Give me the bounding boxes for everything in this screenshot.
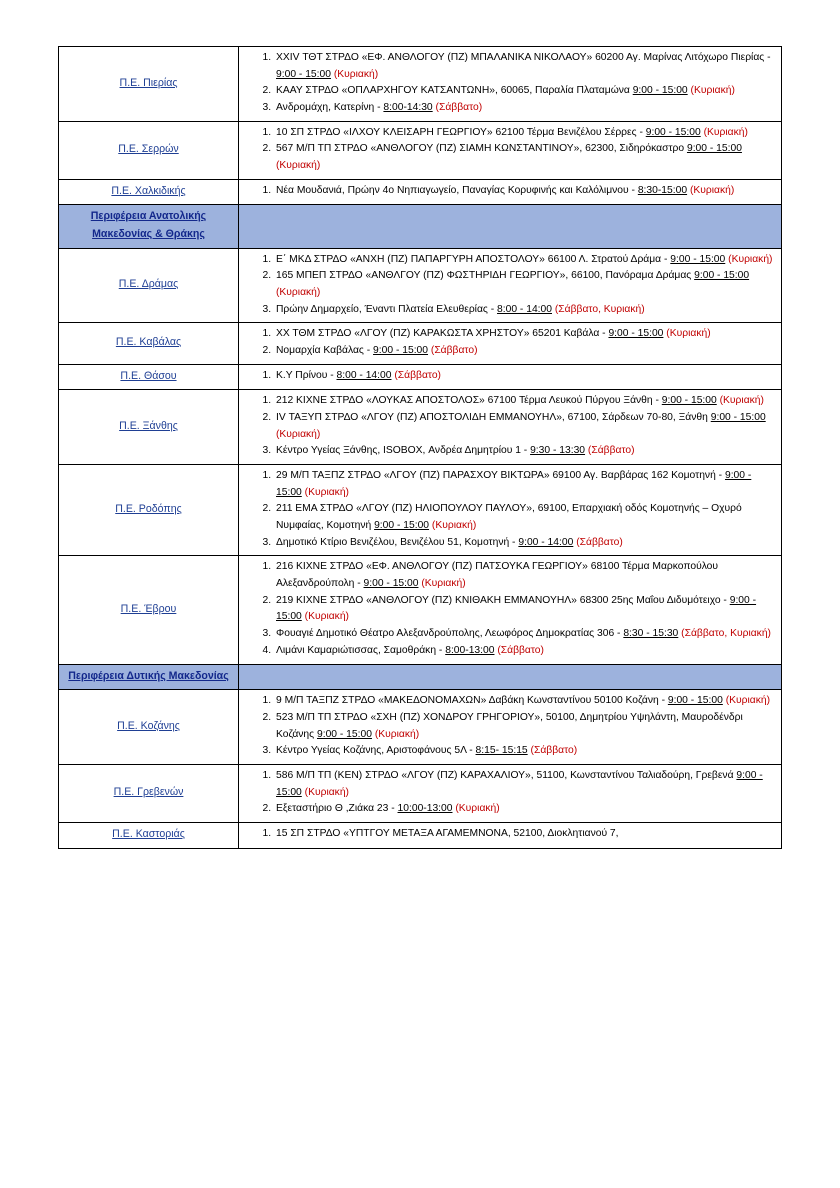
list-item	[274, 83, 776, 100]
time-text: 9:00 - 15:00	[694, 270, 750, 282]
list-item	[274, 768, 776, 801]
section-header-row	[59, 205, 782, 248]
center-text: 15 ΣΠ ΣΤΡΔΟ «ΥΠΤΓΟΥ ΜΕΤΑΞΑ ΑΓΑΜΕΜΝΟΝΑ, 52100, Διοκλητιανού 7,	[276, 828, 619, 840]
centers-cell	[239, 248, 782, 323]
time-text: 9:30 - 13:30	[530, 445, 586, 457]
region-link[interactable]: Π.Ε. Καβάλας	[115, 336, 182, 349]
list-item	[274, 468, 776, 501]
centers-cell	[239, 690, 782, 765]
list-item	[274, 343, 776, 360]
day-text: (Σάββατο, Κυριακή)	[681, 628, 771, 640]
day-text: (Σάββατο)	[587, 445, 635, 457]
list-item	[274, 626, 776, 643]
center-text: Κέντρο Υγείας Ξάνθης, ISOBOX, Ανδρέα Δημητρίου 1 -	[276, 445, 531, 457]
time-text: 9:00 - 15:00	[276, 769, 763, 798]
day-text: (Κυριακή)	[703, 126, 748, 138]
time-text: 9:00 - 15:00	[276, 594, 757, 623]
center-text: 586 Μ/Π ΤΠ (ΚΕΝ) ΣΤΡΔΟ «ΛΓΟΥ (ΠΖ) ΚΑΡΑΧΑΛΙΟΥ», 51100, Κωνσταντίνου Ταλιαδούρη, Γρεβενά	[276, 769, 737, 781]
day-text: (Σάββατο)	[497, 644, 544, 656]
region-link[interactable]: Π.Ε. Γρεβενών	[113, 786, 184, 799]
center-text: 10 ΣΠ ΣΤΡΔΟ «ΙΛΧΟΥ ΚΛΕΙΣΑΡΗ ΓΕΩΡΓΙΟΥ» 62100 Τέρμα Βενιζέλου Σέρρες -	[276, 126, 646, 138]
center-list	[244, 768, 776, 818]
center-text: Λιμάνι Καμαριώτισσας, Σαμοθράκη -	[276, 644, 446, 656]
centers-cell	[239, 364, 782, 390]
day-text: (Κυριακή)	[276, 160, 321, 172]
section-title: Περιφέρεια Δυτικής Μακεδονίας	[68, 669, 229, 682]
list-item	[274, 559, 776, 592]
region-link[interactable]: Π.Ε. Έβρου	[120, 602, 177, 615]
center-text: 9 Μ/Π ΤΑΞΠΖ ΣΤΡΔΟ «ΜΑΚΕΔΟΝΟΜΑΧΩΝ» Δαβάκη Κωνσταντίνου 50100 Κοζάνη -	[276, 695, 668, 707]
time-text: 9:00 - 15:00	[710, 412, 766, 424]
table-row	[59, 465, 782, 556]
list-item	[274, 302, 776, 319]
centers-cell	[239, 121, 782, 179]
center-text: Νέα Μουδανιά, Πρώην 4ο Νηπιαγωγείο, Παναγίας Κορυφινής και Καλόλιμνου -	[276, 185, 638, 197]
centers-cell	[239, 179, 782, 205]
day-text: (Σάββατο)	[530, 745, 578, 757]
day-text: (Κυριακή)	[304, 611, 349, 623]
region-link[interactable]: Π.Ε. Χαλκιδικής	[111, 184, 186, 197]
region-cell	[59, 556, 239, 664]
region-cell	[59, 390, 239, 465]
time-text: 9:00 - 15:00	[374, 520, 430, 532]
time-text: 9:00 - 15:00	[632, 85, 688, 97]
day-text: (Κυριακή)	[455, 803, 500, 815]
time-text: 10:00-13:00	[397, 803, 453, 815]
list-item	[274, 535, 776, 552]
region-cell	[59, 764, 239, 822]
center-text: Ε΄ ΜΚΔ ΣΤΡΔΟ «ΑΝΧΗ (ΠΖ) ΠΑΠΑΡΓΥΡΗ ΑΠΟΣΤΟΛΟΥ» 66100 Λ. Στρατού Δράμα -	[276, 253, 671, 265]
center-text: Φουαγιέ Δημοτικό Θέατρο Αλεξανδρούπολης, Λεωφόρος Δημοκρατίας 306 -	[276, 628, 624, 640]
region-link[interactable]: Π.Ε. Σερρών	[118, 142, 179, 155]
table-row	[59, 390, 782, 465]
center-list	[244, 468, 776, 551]
time-text: 9:00 - 15:00	[276, 470, 752, 498]
center-text: 211 ΕΜΑ ΣΤΡΔΟ «ΛΓΟΥ (ΠΖ) ΗΛΙΟΠΟΥΛΟΥ ΠΑΥΛΟΥ», 69100, Επαρχιακή οδός Κομοτηνής – Οχυρό Νυμφαίας, Κομοτηνή	[276, 503, 742, 532]
list-item	[274, 593, 776, 626]
section-empty-cell	[239, 205, 782, 248]
list-item	[274, 326, 776, 343]
list-item	[274, 393, 776, 410]
center-text: 523 Μ/Π ΤΠ ΣΤΡΔΟ «ΣΧΗ (ΠΖ) ΧΟΝΔΡΟΥ ΓΡΗΓΟΡΙΟΥ», 50100, Δημητρίου Υψηλάντη, Μαυροδένδρι Κοζάνης	[276, 711, 743, 740]
center-text: Κέντρο Υγείας Κοζάνης, Αριστοφάνους 5	[276, 745, 461, 757]
day-text: (Σάββατο)	[435, 102, 483, 114]
region-cell	[59, 822, 239, 848]
center-text: Δημοτικό Κτίριο Βενιζέλου, Βενιζέλου 51, Κομοτηνή -	[276, 536, 519, 548]
center-text: Κ.Υ Πρίνου -	[276, 370, 337, 382]
time-text: 9:00 - 15:00	[363, 578, 419, 590]
list-item	[274, 443, 776, 460]
list-item	[274, 826, 776, 843]
time-text: 8:00 - 14:00	[336, 370, 392, 382]
day-text: (Κυριακή)	[728, 253, 773, 265]
time-text: 9:00 - 15:00	[661, 395, 717, 407]
table-row	[59, 47, 782, 122]
day-text: (Κυριακή)	[690, 85, 735, 97]
centers-cell	[239, 556, 782, 664]
list-item	[274, 693, 776, 710]
region-link[interactable]: Π.Ε. Καστοριάς	[112, 827, 185, 840]
day-text: (Κυριακή)	[276, 287, 321, 299]
center-text: 567 Μ/Π ΤΠ ΣΤΡΔΟ «ΑΝΘΛΟΓΟΥ (ΠΖ) ΣΙΑΜΗ ΚΩΝΣΤΑΝΤΙΝΟΥ», 62300, Σιδηρόκαστρο	[276, 143, 687, 155]
center-list	[244, 50, 776, 117]
region-cell	[59, 690, 239, 765]
region-link[interactable]: Π.Ε. Κοζάνης	[117, 719, 180, 732]
vaccination-centers-table	[58, 46, 782, 849]
day-text: (Κυριακή)	[333, 68, 379, 80]
center-text: ΚΑΑΥ ΣΤΡΔΟ «ΟΠΛΑΡΧΗΓΟΥ ΚΑΤΣΑΝΤΩΝΗ», 60065, Παραλία Πλαταμώνα	[276, 85, 633, 97]
table-row	[59, 764, 782, 822]
day-text: (Κυριακή)	[719, 395, 764, 407]
table-row	[59, 556, 782, 664]
center-list	[244, 252, 776, 319]
time-text: 9:00 - 15:00	[276, 68, 331, 80]
centers-cell	[239, 323, 782, 364]
center-text: IV ΤΑΞΥΠ ΣΤΡΔΟ «ΛΓΟΥ (ΠΖ) ΑΠΟΣΤΟΛΙΔΗ ΕΜΜΑΝΟΥΗΛ», 67100, Σάρδεων 70-80, Ξάνθη	[276, 412, 711, 424]
day-text: (Κυριακή)	[431, 520, 477, 532]
table-row	[59, 690, 782, 765]
time-text: 8:15- 15:15	[475, 745, 528, 757]
day-text: (Κυριακή)	[421, 578, 466, 590]
center-text: 219 ΚΙΧΝΕ ΣΤΡΔΟ «ΑΝΘΛΟΓΟΥ (ΠΖ) ΚΝΙΘΑΚΗ ΕΜΜΑΝΟΥΗΛ» 68300 25ης Μαΐου Διδυμότειχο -	[276, 594, 730, 606]
list-item	[274, 183, 776, 200]
table-row	[59, 822, 782, 848]
section-empty-cell	[239, 664, 782, 690]
list-item	[274, 743, 776, 760]
list-item	[274, 125, 776, 142]
region-link[interactable]: Π.Ε. Πιερίας	[119, 76, 178, 89]
centers-cell	[239, 47, 782, 122]
region-cell	[59, 465, 239, 556]
center-text: Λ	[460, 745, 467, 757]
time-text: 8:00 - 14:00	[497, 303, 552, 315]
day-text: (Κυριακή)	[276, 428, 321, 440]
center-list	[244, 125, 776, 175]
center-text: 165 ΜΠΕΠ ΣΤΡΔΟ «ΑΝΘΛΓΟΥ (ΠΖ) ΦΩΣΤΗΡΙΔΗ ΓΕΩΡΓΙΟΥ», 66100, Πανόραμα Δράμας	[276, 270, 695, 282]
list-item	[274, 501, 776, 534]
center-text: Εξεταστήριο Θ ,Ζιάκα 23 -	[276, 803, 398, 815]
centers-cell	[239, 822, 782, 848]
center-text: Πρώην Δημαρχείο, Έναντι Πλατεία Ελευθερίας -	[276, 303, 498, 315]
list-item	[274, 710, 776, 743]
time-text: 9:00 - 15:00	[316, 728, 372, 740]
list-item	[274, 643, 776, 660]
time-text: 8:30 - 15:30	[623, 628, 679, 640]
table-row	[59, 248, 782, 323]
day-text: (Κυριακή)	[725, 695, 771, 707]
day-text: (Σάββατο)	[576, 536, 623, 548]
list-item	[274, 100, 776, 117]
day-text: (Σάββατο, Κυριακή)	[554, 303, 645, 315]
center-list	[244, 368, 776, 385]
center-text: 29 Μ/Π ΤΑΞΠΖ ΣΤΡΔΟ «ΛΓΟΥ (ΠΖ) ΠΑΡΑΣΧΟΥ ΒΙΚΤΩΡΑ» 69100 Αγ. Βαρβάρας 162 Κομοτηνή -	[276, 470, 725, 482]
table-body	[59, 47, 782, 849]
list-item	[274, 368, 776, 385]
region-cell	[59, 364, 239, 390]
day-text: (Κυριακή)	[374, 728, 420, 740]
center-list	[244, 693, 776, 760]
centers-cell	[239, 465, 782, 556]
table-row	[59, 121, 782, 179]
time-text: 9:00 - 15:00	[373, 345, 429, 357]
center-list	[244, 826, 776, 843]
time-text: 9:00 - 15:00	[670, 253, 726, 265]
center-text: ΧΧ ΤΘΜ ΣΤΡΔΟ «ΛΓΟΥ (ΠΖ) ΚΑΡΑΚΩΣΤΑ ΧΡΗΣΤΟΥ» 65201 Καβάλα -	[276, 328, 609, 340]
table-row	[59, 179, 782, 205]
time-text: 8:30-15:00	[637, 185, 688, 197]
time-text: 9:00 - 15:00	[608, 328, 664, 340]
time-text: 8:00-14:30	[383, 102, 433, 114]
center-text: 212 ΚΙΧΝΕ ΣΤΡΔΟ «ΛΟΥΚΑΣ ΑΠΟΣΤΟΛΟΣ» 67100 Τέρμα Λευκού Πύργου Ξάνθη -	[276, 395, 662, 407]
day-text: (Σάββατο)	[394, 370, 441, 382]
table-row	[59, 364, 782, 390]
centers-cell	[239, 390, 782, 465]
center-list	[244, 326, 776, 359]
list-item	[274, 252, 776, 269]
center-text: 216 ΚΙΧΝΕ ΣΤΡΔΟ «ΕΦ. ΑΝΘΛΟΓΟΥ (ΠΖ) ΠΑΤΣΟΥΚΑ ΓΕΩΡΓΙΟΥ» 68100 Τέρμα Μαρκοπούλου Αλεξανδρούπολη -	[276, 561, 719, 590]
region-link[interactable]: Π.Ε. Ξάνθης	[119, 419, 178, 432]
day-text: (Κυριακή)	[304, 786, 349, 798]
region-link[interactable]: Π.Ε. Ροδόπης	[115, 502, 182, 515]
region-cell	[59, 47, 239, 122]
region-cell	[59, 121, 239, 179]
day-text: (Κυριακή)	[666, 328, 711, 340]
center-text: XXIV ΤΘΤ ΣΤΡΔΟ «ΕΦ. ΑΝΘΛΟΓΟΥ (ΠΖ) ΜΠΑΛΑΝΙΚΑ ΝΙΚΟΛΑΟΥ» 60200 Αγ. Μαρίνας Λιτόχωρο Πιερίας -	[276, 52, 771, 63]
time-text: 9:00 - 14:00	[518, 536, 574, 548]
list-item	[274, 50, 776, 83]
time-text: 9:00 - 15:00	[686, 143, 742, 155]
section-title-cell	[59, 205, 239, 248]
section-title-cell	[59, 664, 239, 690]
time-text: 9:00 - 15:00	[667, 695, 723, 707]
list-item	[274, 801, 776, 818]
region-link[interactable]: Π.Ε. Δράμας	[118, 278, 179, 291]
day-text: (Σάββατο)	[430, 345, 478, 357]
center-list	[244, 393, 776, 460]
center-list	[244, 559, 776, 659]
region-cell	[59, 179, 239, 205]
list-item	[274, 268, 776, 301]
day-text: (Κυριακή)	[689, 185, 735, 197]
center-text: -	[466, 745, 476, 757]
section-title: Περιφέρεια Ανατολικής Μακεδονίας & Θράκης	[90, 210, 207, 241]
centers-cell	[239, 764, 782, 822]
time-text: 9:00 - 15:00	[645, 126, 701, 138]
table-row	[59, 323, 782, 364]
center-text: Ανδρομάχη, Κατερίνη -	[276, 102, 384, 114]
time-text: 8:00-13:00	[445, 644, 495, 656]
day-text: (Κυριακή)	[304, 486, 349, 498]
region-cell	[59, 323, 239, 364]
region-link[interactable]: Π.Ε. Θάσου	[120, 369, 177, 382]
list-item	[274, 141, 776, 174]
list-item	[274, 410, 776, 443]
section-header-row	[59, 664, 782, 690]
region-cell	[59, 248, 239, 323]
center-list	[244, 183, 776, 200]
center-text: Νομαρχία Καβάλας -	[276, 345, 374, 357]
